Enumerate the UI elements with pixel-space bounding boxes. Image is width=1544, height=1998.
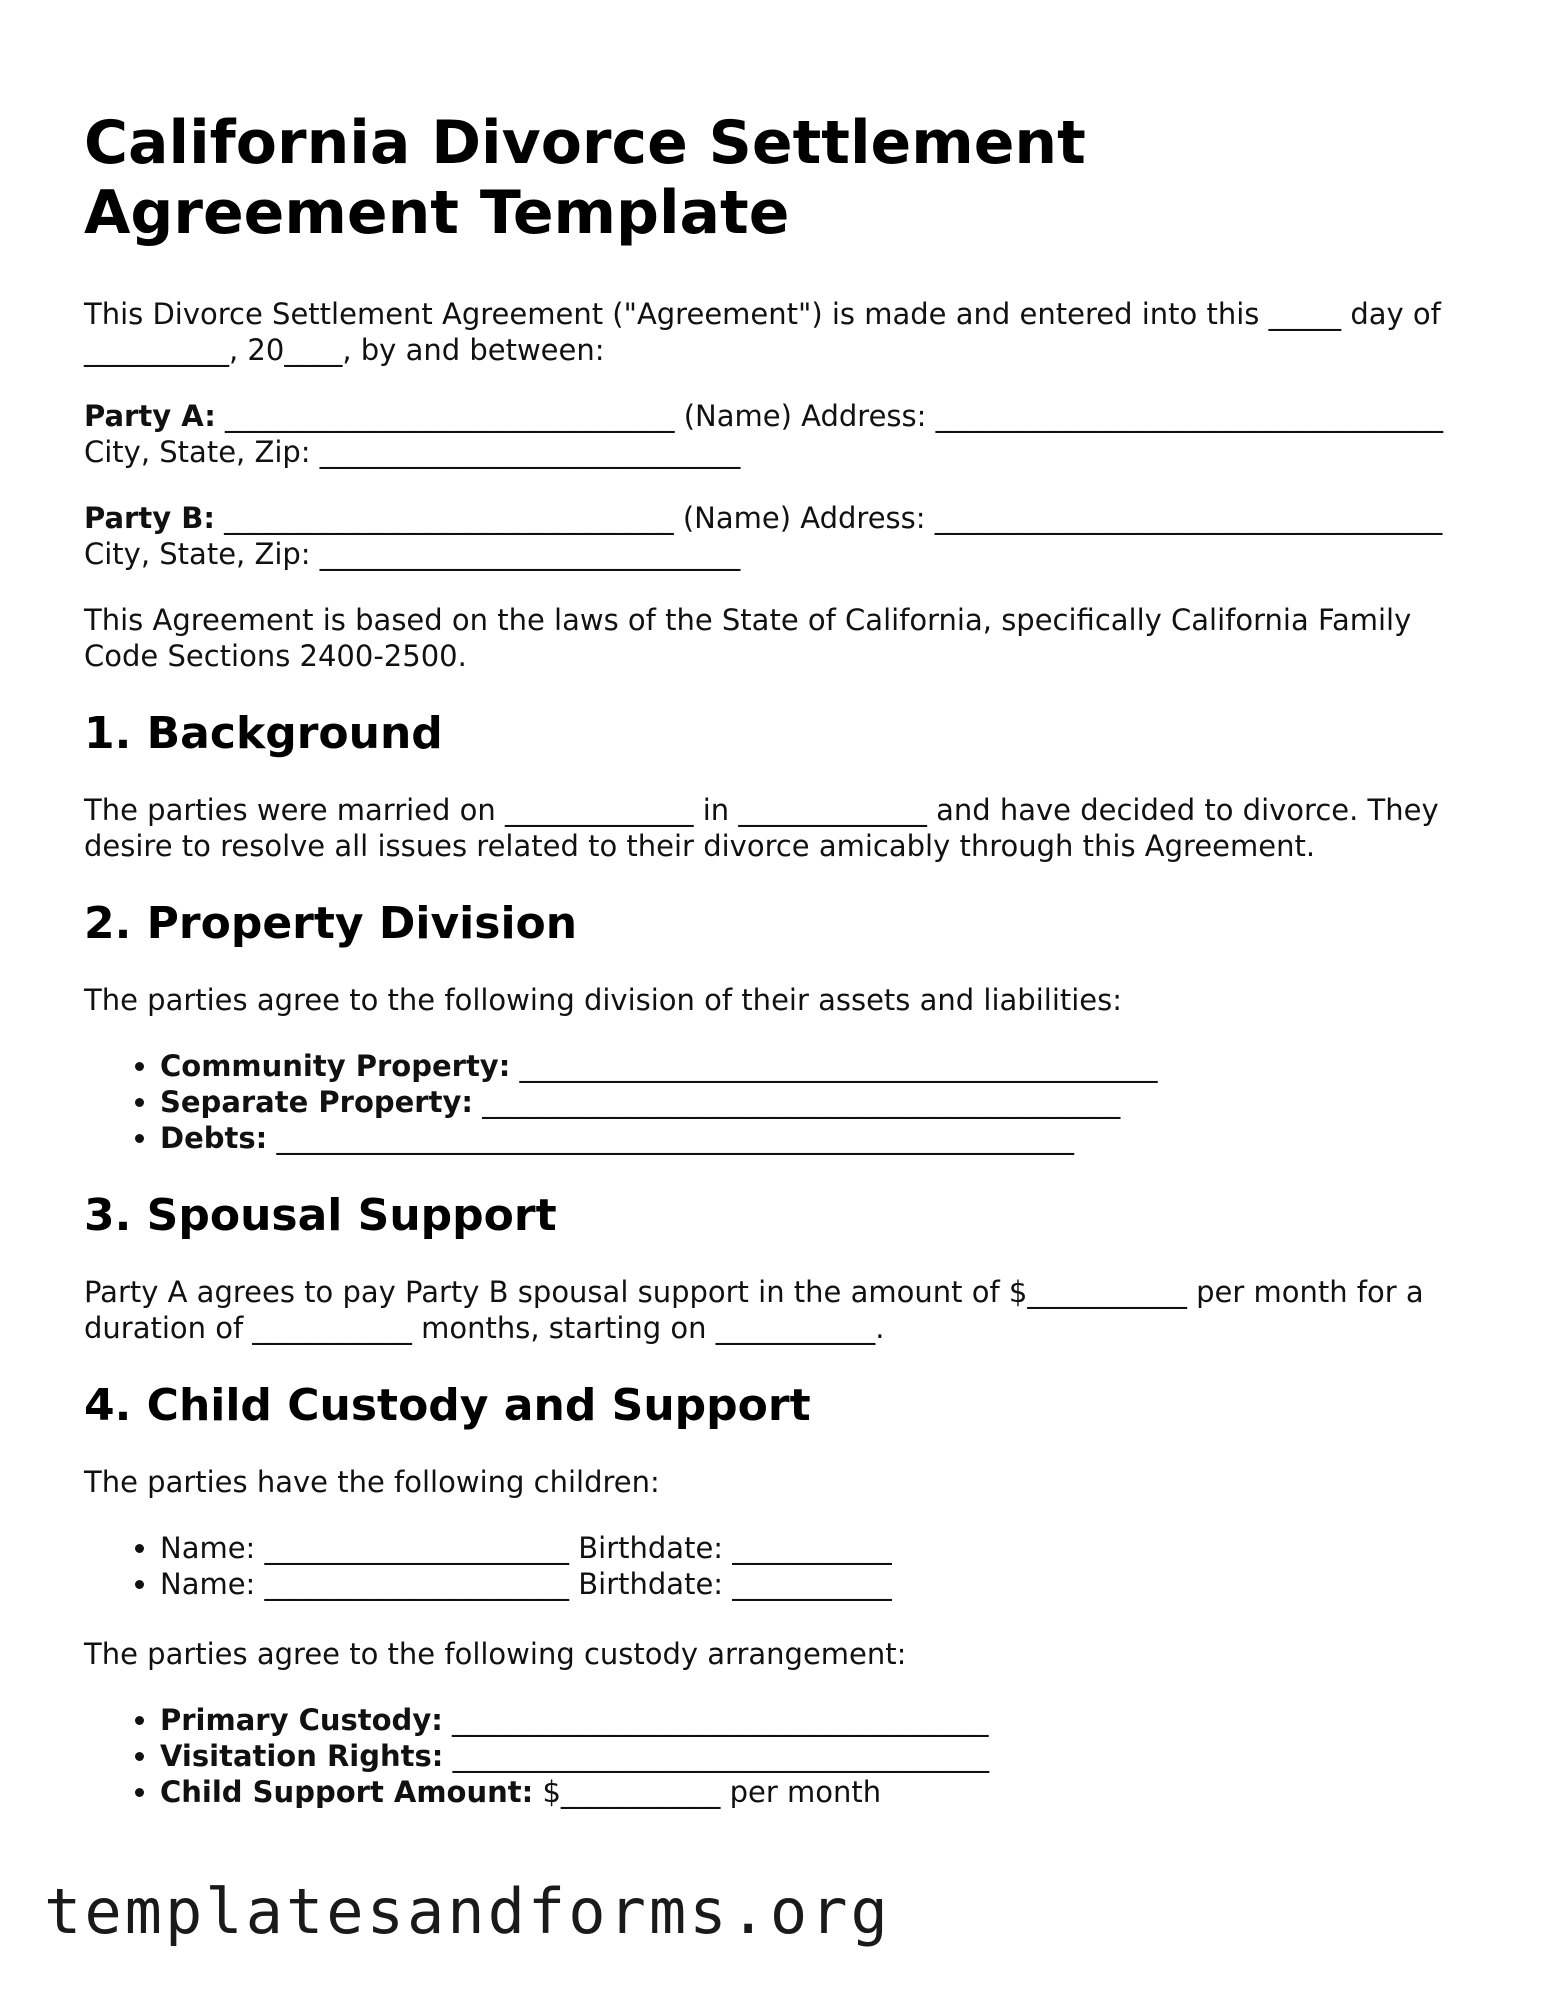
list-item-blank: _____________________________________ <box>452 1703 989 1737</box>
list-item-label: Child Support Amount: <box>160 1775 534 1809</box>
watermark-footer: templatesandforms.org <box>44 1875 891 1948</box>
list-item <box>160 1738 1464 1774</box>
party-a-block <box>84 398 1464 470</box>
list-item <box>160 1774 1464 1810</box>
document-page <box>84 108 1464 1844</box>
party-a-label: Party A: <box>84 399 216 433</box>
list-item <box>160 1084 1464 1120</box>
section-spousal-heading: 3. Spousal Support <box>84 1190 557 1241</box>
list-item-label: Debts: <box>160 1121 268 1155</box>
section-property-intro: The parties agree to the following division of their assets and liabilities: <box>84 983 1123 1017</box>
section-background-heading: 1. Background <box>84 708 443 759</box>
list-item-blank: ____________________________________________ <box>519 1049 1158 1083</box>
list-item <box>160 1048 1464 1084</box>
section-property-heading: 2. Property Division <box>84 898 578 949</box>
children-intro: The parties have the following children: <box>84 1465 660 1499</box>
list-item: • Name: _____________________ Birthdate: ___________ <box>160 1566 1464 1602</box>
party-b-block <box>84 500 1464 572</box>
list-item-label: Primary Custody: <box>160 1703 443 1737</box>
children-list <box>84 1530 1464 1602</box>
custody-list <box>84 1702 1464 1810</box>
list-item <box>160 1120 1464 1156</box>
list-item-blank: $___________ per month <box>542 1775 882 1809</box>
section-background-text: The parties were married on _____________ in _____________ and have decided to divorce. They desire to resolve all issues related to their divorce amicably through this Agreement. <box>84 793 1439 863</box>
list-item-blank: ____________________________________________ <box>482 1085 1121 1119</box>
list-item-blank: _____________________________________ <box>452 1739 990 1773</box>
list-item: • Name: _____________________ Birthdate: ___________ <box>160 1530 1464 1566</box>
list-item-label: Community Property: <box>160 1049 511 1083</box>
section-custody-heading: 4. Child Custody and Support <box>84 1380 811 1431</box>
page-title: California Divorce Settlement Agreement Template <box>84 108 1086 248</box>
custody-arrangement-intro: The parties agree to the following custody arrangement: <box>84 1637 907 1671</box>
list-item-label: Visitation Rights: <box>160 1739 444 1773</box>
law-note: This Agreement is based on the laws of the State of California, specifically California Family Code Sections 2400-2500. <box>84 603 1412 673</box>
list-item-label: Separate Property: <box>160 1085 473 1119</box>
party-a-fields: _______________________________ (Name) Address: ___________________________________ City, State, Zip: _____________________________ <box>84 399 1444 469</box>
party-b-label: Party B: <box>84 501 215 535</box>
property-list <box>84 1048 1464 1156</box>
section-spousal-text: Party A agrees to pay Party B spousal support in the amount of $___________ per month for a duration of ___________ months, starting on ___________. <box>84 1275 1424 1345</box>
party-b-fields: _______________________________ (Name) Address: ___________________________________ City, State, Zip: _____________________________ <box>84 501 1443 571</box>
list-item-blank: _______________________________________________________ <box>276 1121 1074 1155</box>
intro-paragraph: This Divorce Settlement Agreement ("Agreement") is made and entered into this _____ day of __________, 20____, by and between: <box>84 297 1441 367</box>
list-item <box>160 1702 1464 1738</box>
